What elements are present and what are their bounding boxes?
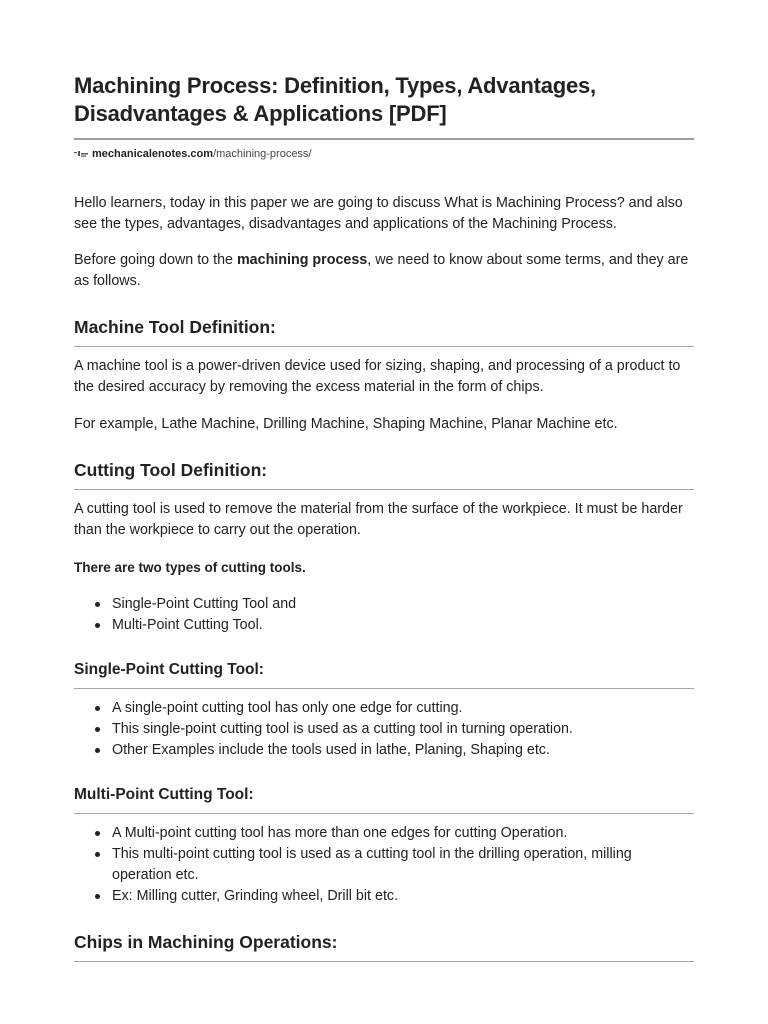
terms-text-end: , we need to know about some terms, and they are as follows. bbox=[74, 252, 689, 289]
cutting-tool-paragraph: A cutting tool is used to remove the material from the surface of the workpiece. It must be harder than the workpiece to carry out the operation. bbox=[74, 501, 683, 538]
chips-heading: Chips in Machining Operations: bbox=[74, 932, 338, 952]
source-domain: mechanicalenotes.com bbox=[92, 148, 214, 160]
section-divider bbox=[74, 489, 694, 490]
multi-point-heading: Multi-Point Cutting Tool: bbox=[74, 786, 254, 803]
cutting-tool-types-list bbox=[74, 594, 694, 636]
terms-paragraph bbox=[74, 250, 694, 292]
multi-point-list bbox=[74, 823, 694, 907]
machine-tool-paragraph: A machine tool is a power-driven device used for sizing, shaping, and processing of a product to the desired accuracy by removing the excess material in the form of chips. bbox=[74, 358, 681, 395]
list-item: A single-point cutting tool has only one edge for cutting. bbox=[112, 698, 694, 719]
list-item: This single-point cutting tool is used as a cutting tool in turning operation. bbox=[112, 719, 694, 740]
terms-text-start: Before going down to the bbox=[74, 252, 237, 268]
list-item: Ex: Milling cutter, Grinding wheel, Drill bit etc. bbox=[112, 886, 694, 907]
single-point-heading: Single-Point Cutting Tool: bbox=[74, 661, 264, 678]
machine-tool-example: For example, Lathe Machine, Drilling Machine, Shaping Machine, Planar Machine etc. bbox=[74, 416, 618, 432]
cutting-tool-heading: Cutting Tool Definition: bbox=[74, 460, 268, 480]
section-divider bbox=[74, 346, 694, 347]
source-path: /machining-process/ bbox=[213, 148, 312, 160]
intro-paragraph: Hello learners, today in this paper we are going to discuss What is Machining Process? and also see the types, advantages, disadvantages and applications of the Machining Process. bbox=[74, 195, 683, 232]
list-item: Single-Point Cutting Tool and bbox=[112, 594, 694, 615]
section-divider bbox=[74, 813, 694, 814]
list-item: Multi-Point Cutting Tool. bbox=[112, 615, 694, 636]
page-title: Machining Process: Definition, Types, Advantages, Disadvantages & Applications [PDF] bbox=[74, 73, 596, 126]
terms-bold-text: machining process bbox=[236, 252, 368, 268]
section-divider bbox=[74, 961, 694, 962]
source-link[interactable] bbox=[74, 147, 694, 161]
list-item: A Multi-point cutting tool has more than one edges for cutting Operation. bbox=[112, 823, 694, 844]
machine-tool-heading: Machine Tool Definition: bbox=[74, 317, 276, 337]
list-item: This multi-point cutting tool is used as a cutting tool in the drilling operation, milling operation etc. bbox=[112, 844, 694, 886]
title-divider bbox=[74, 138, 694, 140]
cutting-tool-types-label: There are two types of cutting tools. bbox=[74, 560, 306, 575]
section-divider bbox=[74, 688, 694, 689]
site-logo-icon bbox=[74, 150, 89, 158]
list-item: Other Examples include the tools used in lathe, Planing, Shaping etc. bbox=[112, 740, 694, 761]
single-point-list bbox=[74, 698, 694, 761]
